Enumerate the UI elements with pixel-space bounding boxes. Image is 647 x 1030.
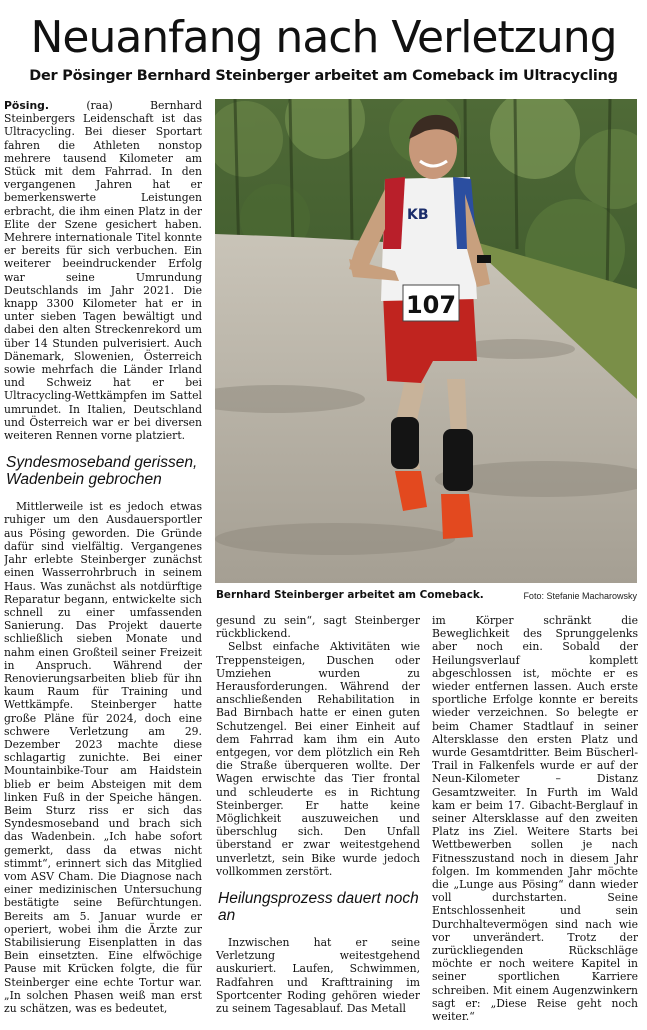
runner-photo bbox=[215, 99, 637, 583]
jersey-text: KB bbox=[407, 207, 429, 223]
intro-text: (raa) Bernhard Steinbergers Leidenschaft ist das Ultracycling. Bei dieser Sportart fahren die Athleten nonstop mehrere tausend Kilometer am Stück mit dem Fahrrad. In den vergangenen Jahren hat er bemerkenswerte Leistungen erbracht, die ihm einen Platz in der Elite der Szene gesichert haben. Mehrere internationale Titel konnte er bereits für sich verbuchen. Ein weiterer beeindruckender Erfolg war seine Umrundung Deutschlands im Jahr 2021. Die knapp 3300 Kilometer hat er in unter sieben Tagen bewältigt und dabei den alten Streckenrekord um über 14 Stunden pulverisiert. Auch Dänemark, Slowenien, Österreich sowie mehrfach die Länder Irland und Schweiz hat er bei Ultracycling-Wettkämpfen im Sattel umrundet. In Italien, Deutschland und Österreich war er bei diversen weiteren Rennen vorne platziert. bbox=[4, 99, 202, 443]
intertitle-1: Syndesmoseband gerissen, Wadenbein gebrochen bbox=[6, 454, 198, 489]
bib-number: 107 bbox=[405, 291, 457, 319]
photo-caption: Bernhard Steinberger arbeitet am Comeback. bbox=[216, 589, 484, 601]
paragraph-continued: gesund zu sein“, sagt Steinberger rückblickend. bbox=[216, 614, 420, 641]
photo-credit: Foto: Stefanie Macharowsky bbox=[523, 591, 637, 601]
paragraph-3: Selbst einfache Aktivitäten wie Treppensteigen, Duschen oder Umziehen wurden zu Herausforderungen. Während der anschließenden Rehabilitation in Bad Birnbach hatte er einen guten Schutzengel. Bei einer Einheit auf dem Fahrrad kam ihm ein Auto entgegen, vor dem plötzlich ein Reh die Straße überqueren wollte. Der Wagen erwischte das Tier frontal und schleuderte es in Richtung Steinberger. Er hatte keine Möglichkeit auszuweichen und überschlug sich. Den Unfall überstand er zwar weitestgehend unverletzt, sein Bike wurde jedoch vollkommen zerstört. bbox=[216, 640, 420, 878]
article-column-3 bbox=[432, 614, 638, 1028]
dateline: Pösing. bbox=[4, 99, 49, 112]
paragraph-4: Inzwischen hat er seine Verletzung weitestgehend auskuriert. Laufen, Schwimmen, Radfahren und Krafttraining im Sportcenter Roding gehören wieder zu seinem Tagesablauf. Das Metall bbox=[216, 936, 420, 1016]
intertitle-2: Heilungsprozess dauert noch an bbox=[218, 890, 419, 925]
paragraph-2: Mittlerweile ist es jedoch etwas ruhiger um den Ausdauersportler aus Pösing geworden. Die Gründe dafür sind vielfältig. Vergangenes Jahr erlebte Steinberger zunächst einen Wasserrohrbruch in seinem Haus. Was zunächst als notdürftige Reparatur begann, entwickelte sich schnell zu einer umfassenden Sanierung. Das Projekt dauerte schließlich sieben Monate und nahm einen Großteil seiner Freizeit in Anspruch. Während der Renovierungsarbeiten blieb für ihn kaum Raum für Training und Wettkämpfe. Steinberger hatte große Pläne für 2024, doch eine schwere Verletzung am 29. Dezember 2023 machte diese schlagartig zunichte. Bei einer Mountainbike-Tour am Haidstein blieb er beim Absteigen mit dem linken Fuß in der Speiche hängen. Beim Sturz riss er sich das Syndesmoseband und brach sich das Wadenbein. „Ich habe sofort gemerkt, dass da etwas nicht stimmt“, erinnert sich das Mitglied vom ASV Cham. Die Diagnose nach einer medizinischen Untersuchung bestätigte seine Befürchtungen. Bereits am 5. Januar wurde er operiert, wobei ihm die Ärzte zur Stabilisierung Eisenplatten in das Bein einsetzten. Eine elfwöchige Pause mit Krücken folgte, die für Steinberger eine echte Tortur war. „In solchen Phasen weiß man erst zu schätzen, was es bedeutet, bbox=[4, 500, 202, 1015]
runner-photo-image bbox=[215, 99, 637, 583]
paragraph-continued: im Körper schränkt die Beweglichkeit des Sprunggelenks aber noch ein. Sobald der Heilungsverlauf komplett abgeschlossen ist, möchte er es wieder entfernen lassen. Auch erste sportliche Erfolge konnte er bereits wieder verzeichnen. So belegte er beim Chamer Stadtlauf in seiner Altersklasse den ersten Platz und wurde Gesamtdritter. Beim Büscherl-Trail in Falkenfels wurde er auf der Neun-Kilometer – Distanz Gesamtzweiter. In Furth im Wald kam er beim 17. Gibacht-Berglauf in seiner Altersklasse auf den zweiten Platz ins Ziel. Weitere Starts bei Wettbewerben sollen je nach Fitnesszustand noch in diesem Jahr folgen. Im kommenden Jahr möchte die „Lunge aus Pösing“ dann wieder voll durchstarten. Seine Entschlossenheit und sein Durchhaltevermögen sind nach wie vor unverändert. Trotz der zurückliegenden Rückschläge möchte er noch weitere Kapitel in seiner sportlichen Karriere schreiben. Mit einem Augenzwinkern sagt er: „Diese Reise geht noch weiter.“ bbox=[432, 614, 638, 1024]
headline: Neuanfang nach Verletzung bbox=[30, 12, 617, 63]
article-column-1 bbox=[4, 99, 202, 1027]
intro-paragraph bbox=[4, 99, 202, 442]
subheadline: Der Pösinger Bernhard Steinberger arbeitet am Comeback im Ultracycling bbox=[29, 68, 618, 84]
article-column-2 bbox=[216, 614, 420, 1028]
